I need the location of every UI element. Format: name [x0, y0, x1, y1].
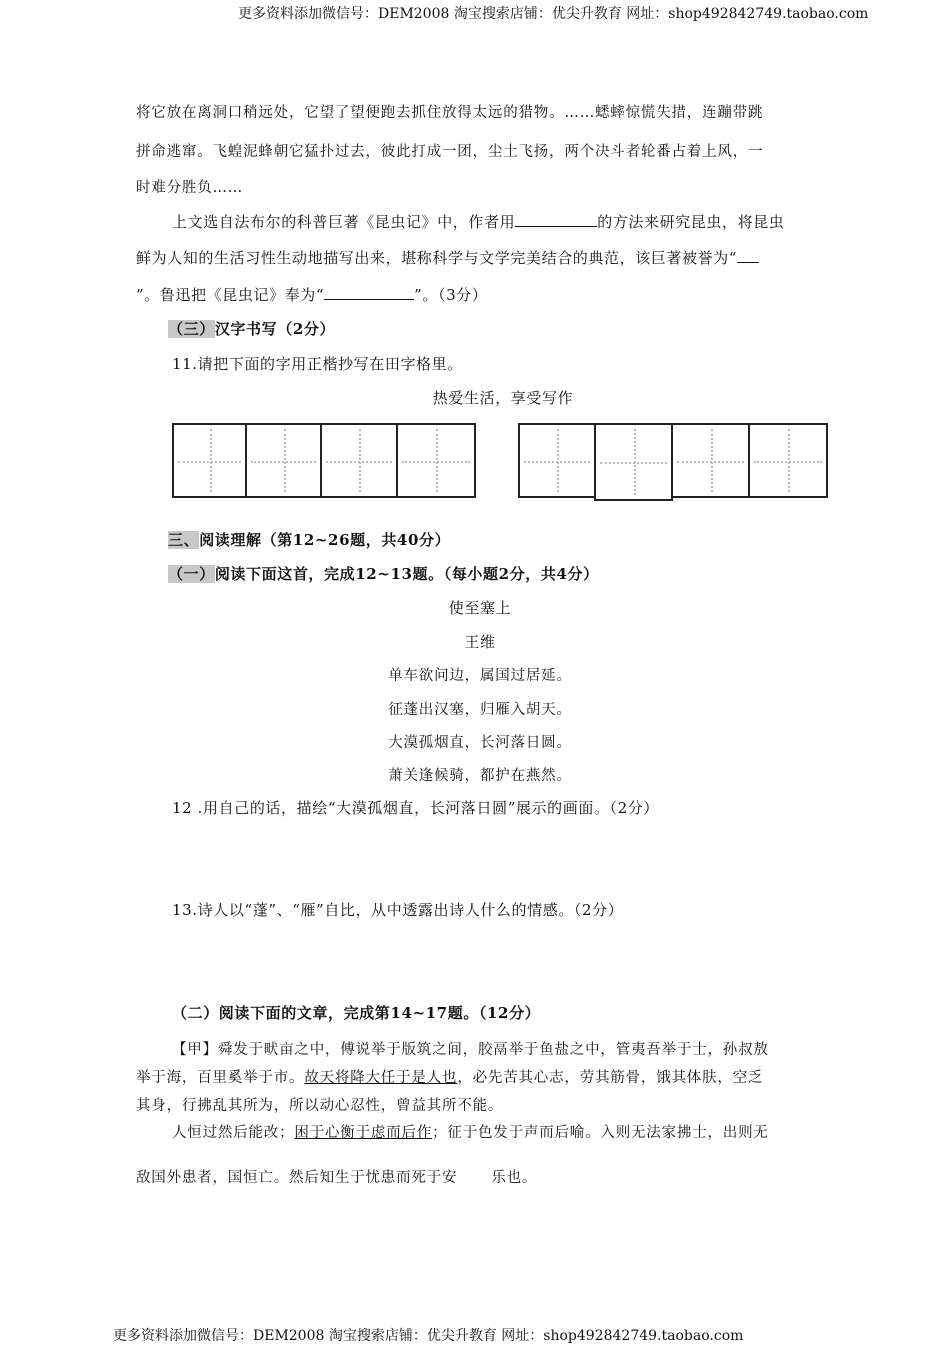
article-p1-line-3: 其身，行拂乱其所为，所以动心忍性，曾益其所不能。	[136, 1098, 504, 1114]
writing-grid-left[interactable]	[172, 423, 476, 498]
article-p2-line-2	[136, 1166, 537, 1187]
page-footer: 更多资料添加微信号：DEM2008 淘宝搜索店铺：优尖升教育 网址：shop492842749.taobao.com	[113, 1328, 744, 1344]
part-3-heading-mark: 三、	[168, 531, 200, 549]
answer-blank-lu-xun[interactable]	[324, 298, 414, 300]
underlined-sentence: 困于心衡于虑而后作	[294, 1125, 433, 1141]
grid-cell[interactable]	[748, 423, 828, 498]
subsection-1-heading	[168, 563, 599, 584]
grid-cell[interactable]	[671, 423, 750, 498]
grid-cell[interactable]	[518, 423, 596, 498]
article-text: 举于海，百里奚举于市。	[136, 1070, 305, 1086]
poem-title: 使至塞上	[448, 599, 512, 617]
poem-line: 大漠孤烟直，长河落日圆。	[388, 735, 572, 751]
subsection-1-heading-mark: （一）	[168, 565, 215, 583]
grid-cell[interactable]	[172, 423, 247, 498]
question-10-line-2	[136, 247, 759, 268]
poem-line: 征蓬出汉塞，归雁入胡天。	[388, 702, 572, 718]
writing-grid-right[interactable]	[518, 423, 828, 501]
subsection-2-heading: （二）阅读下面的文章，完成第14~17题。（12分）	[172, 1004, 541, 1022]
article-text: 敌国外患者，国恒亡。然后知生于忧患而死于安	[136, 1170, 458, 1186]
article-text: 乐也。	[491, 1170, 538, 1186]
poem-line: 萧关逢候骑，都护在燕然。	[388, 768, 572, 784]
question-10-line-1	[172, 211, 784, 232]
answer-blank-method[interactable]	[515, 225, 597, 227]
article-p2-line-1	[172, 1121, 769, 1142]
grid-cell[interactable]	[396, 423, 476, 498]
q10-text-b: 的方法来研究昆虫，将昆虫	[597, 213, 785, 231]
article-text: ；征于色发于声而后喻。入则无法家拂士，出则无	[432, 1125, 769, 1141]
question-11: 11.请把下面的字用正楷抄写在田字格里。	[172, 355, 463, 373]
article-p1-line-2	[136, 1066, 763, 1087]
excerpt-line-1: 将它放在离洞口稍远处，它望了望便跑去抓住放得太远的猎物。……蟋蟀惊慌失措，连蹦带跳	[136, 105, 764, 121]
question-12: 12 .用自己的话，描绘“大漠孤烟直，长河落日圆”展示的画面。（2分）	[172, 799, 660, 817]
part-3-heading	[168, 529, 450, 550]
grid-cell[interactable]	[245, 423, 322, 498]
excerpt-line-3: 时难分胜负……	[136, 180, 244, 196]
q10-text-d: ”。鲁迅把《昆虫记》奉为“	[136, 286, 325, 304]
question-10-line-3	[136, 284, 487, 305]
poem-line: 单车欲问边，属国过居延。	[388, 668, 572, 684]
copy-phrase: 热爱生活，享受写作	[432, 389, 574, 407]
q10-text-a: 上文选自法布尔的科普巨著《昆虫记》中，作者用	[172, 213, 516, 231]
q10-text-c: 鲜为人知的生活习性生动地描写出来，堪称科学与文学完美结合的典范，该巨著被誉为“	[136, 249, 738, 267]
poem-author: 王维	[464, 633, 496, 651]
part-3-heading-text: 阅读理解（第12~26题，共40分）	[199, 531, 451, 549]
underlined-sentence: 故天将降大任于是人也	[304, 1070, 458, 1086]
question-13: 13.诗人以“蓬”、“雁”自比，从中透露出诗人什么的情感。（2分）	[172, 901, 624, 919]
subsection-1-heading-text: 阅读下面这首，完成12~13题。（每小题2分，共4分）	[214, 565, 599, 583]
article-text: ，必先苦其心志，劳其筋骨，饿其体肤，空乏	[457, 1070, 764, 1086]
page-header: 更多资料添加微信号：DEM2008 淘宝搜索店铺：优尖升教育 网址：shop492842749.taobao.com	[238, 6, 869, 22]
section-3-heading-mark: （三）	[168, 320, 215, 338]
article-p1-line-1: 【甲】舜发于畎亩之中，傅说举于版筑之间，胶鬲举于鱼盐之中，管夷吾举于士，孙叔敖	[172, 1042, 769, 1058]
grid-cell[interactable]	[320, 423, 398, 498]
answer-blank-title[interactable]	[737, 261, 759, 263]
section-3-heading	[168, 318, 335, 339]
section-3-heading-text: 汉字书写（2分）	[214, 320, 336, 338]
grid-cell[interactable]	[594, 423, 673, 501]
excerpt-line-2: 拼命逃窜。飞蝗泥蜂朝它猛扑过去，彼此打成一团，尘土飞扬，两个决斗者轮番占着上风，一	[136, 144, 764, 160]
q10-text-e: ”。（3分）	[414, 286, 488, 304]
article-text: 人恒过然后能改；	[172, 1125, 295, 1141]
